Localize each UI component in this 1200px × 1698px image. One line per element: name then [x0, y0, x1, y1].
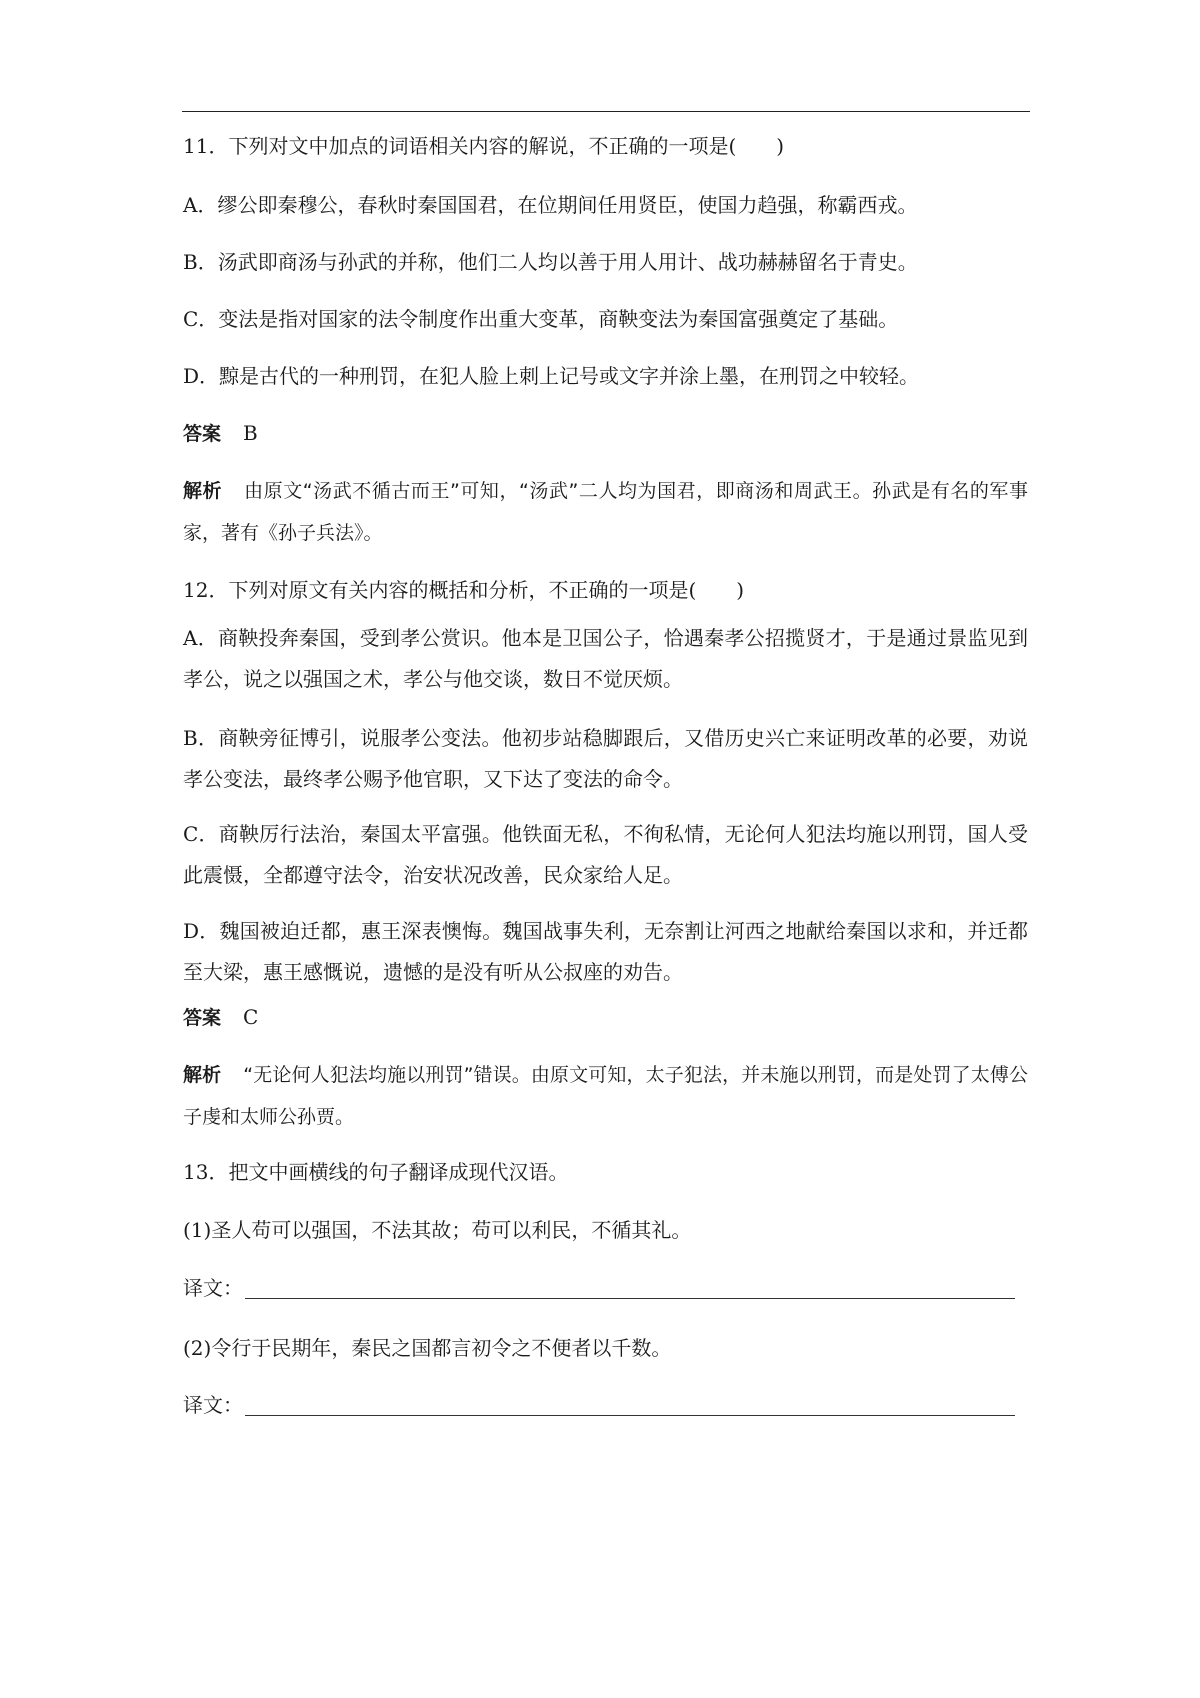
q12-option-a: A．商鞅投奔秦国，受到孝公赏识。他本是卫国公子，恰遇秦孝公招揽贤才，于是通过景监见到孝公，说之以强国之术，孝公与他交谈，数日不觉厌烦。	[183, 626, 1028, 691]
answer-value: C	[243, 1005, 259, 1029]
translation-label: 译文：	[183, 1393, 243, 1417]
q13-item-2: (2)令行于民期年，秦民之国都言初令之不便者以千数。	[183, 1336, 672, 1360]
q11-option-b: B．汤武即商汤与孙武的并称，他们二人均以善于用人用计、战功赫赫留名于青史。	[183, 250, 918, 274]
q11-option-a: A．缪公即秦穆公，春秋时秦国国君，在位期间任用贤臣，使国力趋强，称霸西戎。	[183, 193, 918, 217]
analysis-text: 由原文“汤武不循古而王”可知，“汤武”二人均为国君，即商汤和周武王。孙武是有名的军事家，著有《孙子兵法》。	[183, 480, 1028, 544]
q12-option-d: D．魏国被迫迁都，惠王深表懊悔。魏国战事失利，无奈割让河西之地献给秦国以求和，并迁都至大梁，惠王感慨说，遗憾的是没有听从公叔座的劝告。	[183, 919, 1028, 984]
q11-analysis	[183, 470, 1028, 554]
translation-blank-2[interactable]	[245, 1391, 1015, 1416]
translation-blank-1[interactable]	[245, 1274, 1015, 1299]
q12-answer	[183, 997, 1028, 1039]
analysis-label: 解析	[183, 480, 223, 502]
answer-value: B	[243, 421, 258, 445]
q13-stem: 13．把文中画横线的句子翻译成现代汉语。	[183, 1160, 569, 1184]
q11-option-c: C．变法是指对国家的法令制度作出重大变革，商鞅变法为秦国富强奠定了基础。	[183, 307, 899, 331]
answer-label: 答案	[183, 423, 222, 445]
q12-analysis	[183, 1054, 1028, 1138]
q11-option-d: D．黥是古代的一种刑罚，在犯人脸上刺上记号或文字并涂上墨，在刑罚之中较轻。	[183, 364, 920, 388]
header-rule	[182, 111, 1030, 112]
q12-stem: 12．下列对原文有关内容的概括和分析，不正确的一项是( )	[183, 578, 745, 602]
q12-option-c: C．商鞅厉行法治，秦国太平富强。他铁面无私，不徇私情，无论何人犯法均施以刑罚，国人受此震慑，全都遵守法令，治安状况改善，民众家给人足。	[183, 822, 1028, 887]
q13-translation-1	[183, 1268, 1028, 1309]
q12-option-b: B．商鞅旁征博引，说服孝公变法。他初步站稳脚跟后，又借历史兴亡来证明改革的必要，劝说孝公变法，最终孝公赐予他官职，又下达了变法的命令。	[183, 726, 1028, 791]
answer-label: 答案	[183, 1007, 222, 1029]
q13-item-1: (1)圣人苟可以强国，不法其故；苟可以利民，不循其礼。	[183, 1218, 692, 1242]
analysis-label: 解析	[183, 1064, 222, 1086]
q11-stem: 11．下列对文中加点的词语相关内容的解说，不正确的一项是( )	[183, 134, 785, 158]
q11-answer	[183, 413, 1028, 455]
translation-label: 译文：	[183, 1276, 243, 1300]
analysis-text: “无论何人犯法均施以刑罚”错误。由原文可知，太子犯法，并未施以刑罚，而是处罚了太傅公子虔和太师公孙贾。	[183, 1064, 1028, 1128]
q13-translation-2	[183, 1385, 1028, 1426]
